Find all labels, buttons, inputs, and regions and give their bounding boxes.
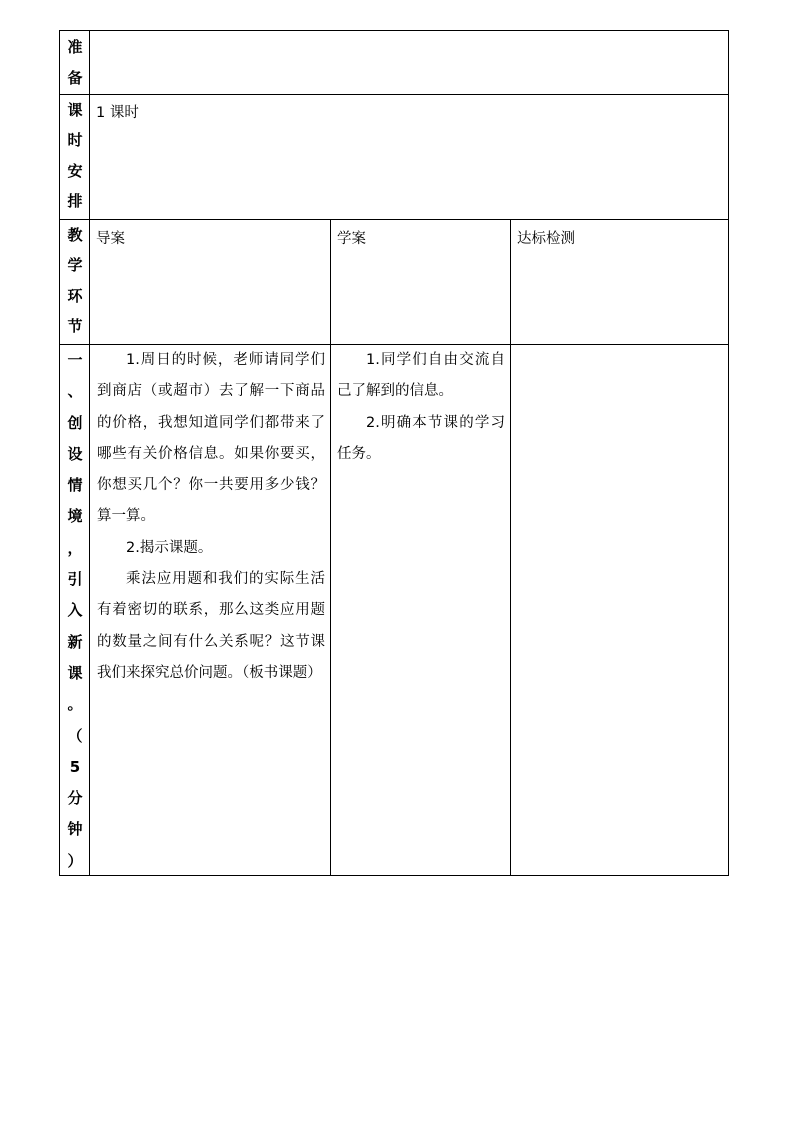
step1-study-content [337, 345, 505, 470]
column-divider [330, 219, 331, 875]
study-paragraph: 1.同学们自由交流自己了解到的信息。 [337, 352, 505, 400]
guide-paragraph: 乘法应用题和我们的实际生活有着密切的联系，那么这类应用题的数量之间有什么关系呢？这节课我们来探究总价问题。（板书课题） [97, 571, 325, 681]
row-divider [60, 219, 728, 220]
schedule-content: 1 课时 [96, 105, 139, 121]
guide-column-header: 导案 [96, 231, 125, 247]
step1-guide-content [97, 345, 325, 689]
schedule-label: 课 时 安 排 [67, 101, 83, 210]
column-divider [510, 219, 511, 875]
study-column-header: 学案 [337, 231, 366, 247]
guide-paragraph: 1.周日的时候，老师请同学们到商店（或超市）去了解一下商品的价格，我想知道同学们都带来了哪些有关价格信息。如果你要买，你想买几个？你一共要用多少钱？算一算。 [97, 352, 325, 525]
check-column-header: 达标检测 [517, 231, 575, 247]
lesson-plan-table [59, 30, 729, 876]
guide-paragraph: 2.揭示课题。 [126, 539, 213, 556]
study-paragraph: 2.明确本节课的学习任务。 [337, 414, 505, 462]
row-divider [60, 94, 728, 95]
step1-label: 一 、 创 设 情 境 ， 引 入 新 课 。 （ 5 分 钟 ） [67, 351, 83, 870]
preparation-label: 准 备 [67, 38, 83, 88]
stages-label: 教 学 环 节 [67, 226, 83, 335]
